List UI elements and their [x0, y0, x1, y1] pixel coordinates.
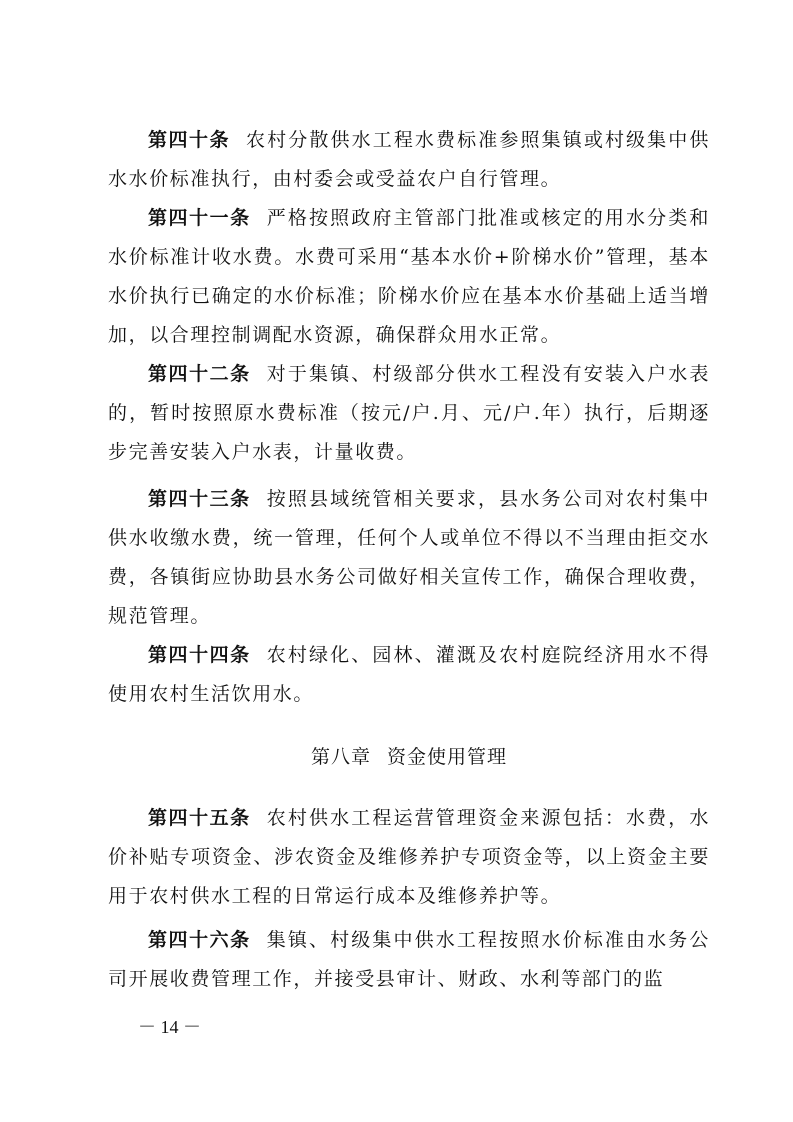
chapter-heading	[108, 738, 710, 777]
article-43	[108, 480, 710, 636]
article-text: 对于集镇、村级部分供水工程没有安装入户水表的，暂时按照原水费标准（按元/户.月、元/户.年）执行，后期逐步完善安装入户水表，计量收费。	[108, 363, 710, 463]
article-45	[108, 799, 710, 916]
article-number: 第四十条	[148, 129, 231, 151]
article-number: 第四十三条	[148, 488, 251, 510]
chapter-title: 资金使用管理	[387, 746, 508, 768]
page-number: － 14 －	[138, 1017, 201, 1037]
article-41	[108, 199, 710, 355]
article-40	[108, 121, 710, 199]
article-number: 第四十二条	[148, 363, 251, 385]
article-text: 按照县域统管相关要求，县水务公司对农村集中供水收缴水费，统一管理，任何个人或单位不得以不当理由拒交水费，各镇街应协助县水务公司做好相关宣传工作，确保合理收费，规范管理。	[108, 488, 710, 627]
article-text: 农村绿化、园林、灌溉及农村庭院经济用水不得使用农村生活饮用水。	[108, 644, 710, 705]
article-number: 第四十六条	[148, 929, 251, 951]
chapter-number: 第八章	[310, 746, 371, 768]
article-text: 农村供水工程运营管理资金来源包括：水费，水价补贴专项资金、涉农资金及维修养护专项资金等，以上资金主要用于农村供水工程的日常运行成本及维修养护等。	[108, 807, 710, 907]
article-number: 第四十四条	[148, 644, 251, 666]
article-number: 第四十一条	[148, 207, 251, 229]
article-text: 严格按照政府主管部门批准或核定的用水分类和水价标准计收水费。水费可采用“基本水价+阶梯水价”管理，基本水价执行已确定的水价标准；阶梯水价应在基本水价基础上适当增加，以合理控制调配水资源，确保群众用水正常。	[108, 207, 710, 346]
article-text: 农村分散供水工程水费标准参照集镇或村级集中供水水价标准执行，由村委会或受益农户自行管理。	[108, 129, 710, 190]
article-44	[108, 636, 710, 714]
article-42	[108, 355, 710, 472]
article-46	[108, 921, 710, 999]
article-number: 第四十五条	[148, 807, 251, 829]
article-text: 集镇、村级集中供水工程按照水价标准由水务公司开展收费管理工作，并接受县审计、财政、水利等部门的监	[108, 929, 710, 990]
